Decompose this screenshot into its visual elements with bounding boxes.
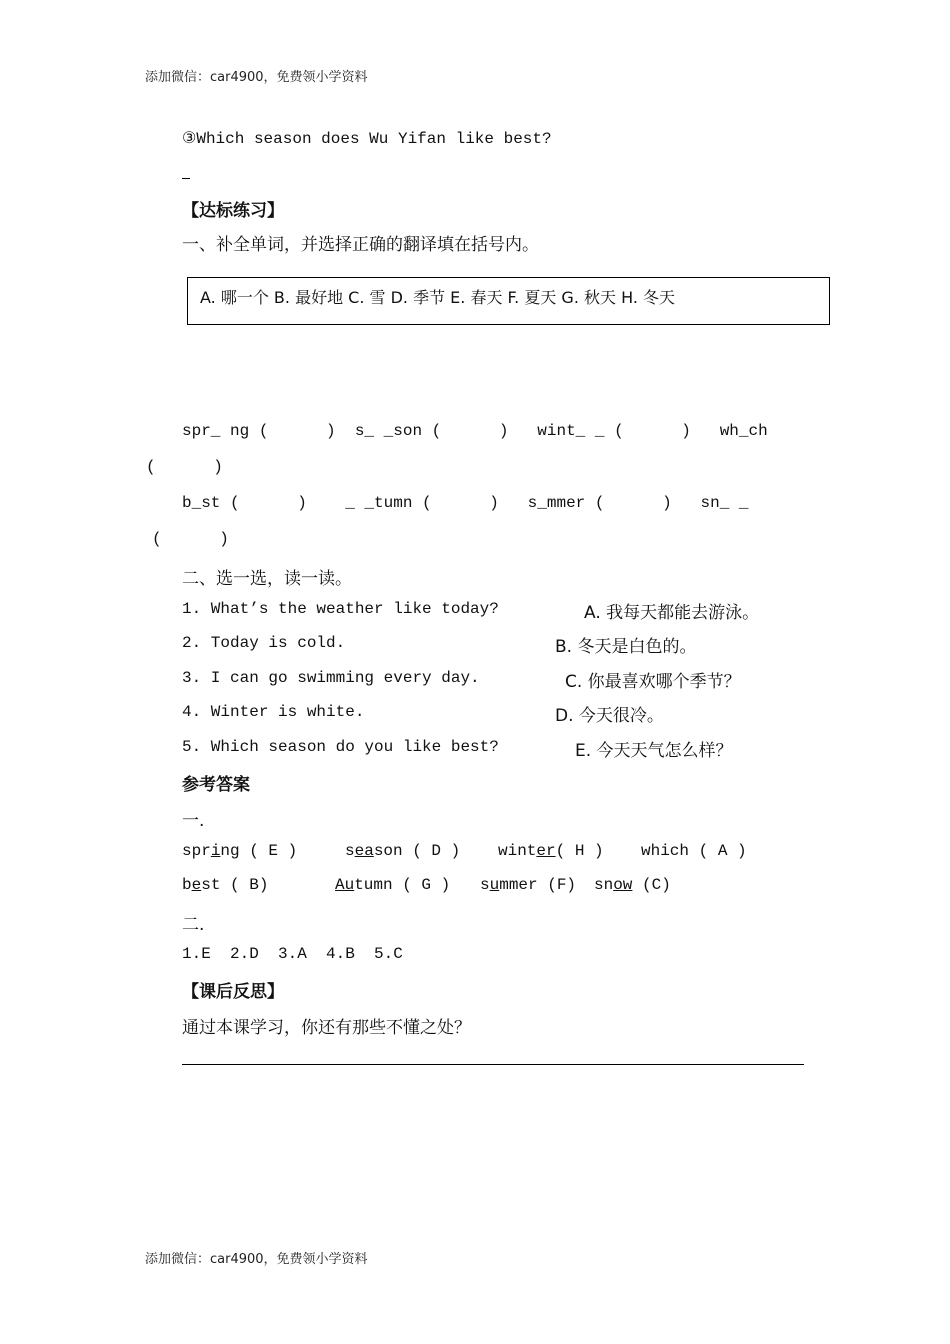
answer-winter: winter( H ) [498,842,604,860]
part1-instruction: 一、补全单词，并选择正确的翻译填在括号内。 [182,235,539,255]
answer-summer: summer (F) [480,876,577,894]
match-right-d: D. 今天很冷。 [555,706,664,726]
answers-part1-label: 一. [182,811,205,831]
answer-blank [182,178,190,179]
match-right-b: B. 冬天是白色的。 [555,637,697,657]
match-left-5: 5. Which season do you like best? [182,738,499,756]
options-text: A. 哪一个 B. 最好地 C. 雪 D. 季节 E. 春天 F. 夏天 G. 秋天 H. 冬天 [200,288,676,307]
answer-season: season ( D ) [345,842,461,860]
page-header: 添加微信：car4900，免费领小学资料 [145,70,368,85]
part2-instruction: 二、选一选，读一读。 [182,569,352,589]
reflection-answer-line [182,1064,804,1065]
answer-spring: spring ( E ) [182,842,298,860]
answers-title: 参考答案 [182,775,250,795]
match-right-c: C. 你最喜欢哪个季节？ [565,672,741,692]
answers-part2-label: 二. [182,915,205,935]
match-right-a: A. 我每天都能去游泳。 [584,603,760,623]
answer-autumn: Autumn ( G ) [335,876,451,894]
match-right-e: E. 今天天气怎么样？ [575,741,733,761]
reflection-title: 【课后反思】 [182,982,284,1002]
fill-row-2-paren: ( ) [152,530,229,548]
match-left-3: 3. I can go swimming every day. [182,669,480,687]
match-left-1: 1. What’s the weather like today? [182,600,499,618]
fill-row-1-paren: ( ) [146,458,223,476]
answer-snow: snow (C) [594,876,671,894]
practice-title: 【达标练习】 [182,201,284,221]
answer-which: which ( A ) [641,842,747,860]
fill-row-1: spr_ ng ( ) s_ _son ( ) wint_ _ ( ) wh_ch [182,422,768,440]
reflection-question: 通过本课学习，你还有那些不懂之处？ [182,1018,471,1038]
match-left-4: 4. Winter is white. [182,703,365,721]
page-footer: 添加微信：car4900，免费领小学资料 [145,1252,368,1267]
match-left-2: 2. Today is cold. [182,634,346,652]
question-3: ③Which season does Wu Yifan like best? [182,130,552,148]
options-box [187,277,830,325]
fill-row-2: b_st ( ) _ _tumn ( ) s_mmer ( ) sn_ _ [182,494,749,512]
answers-part2: 1.E 2.D 3.A 4.B 5.C [182,945,403,963]
answer-best: best ( B) [182,876,269,894]
